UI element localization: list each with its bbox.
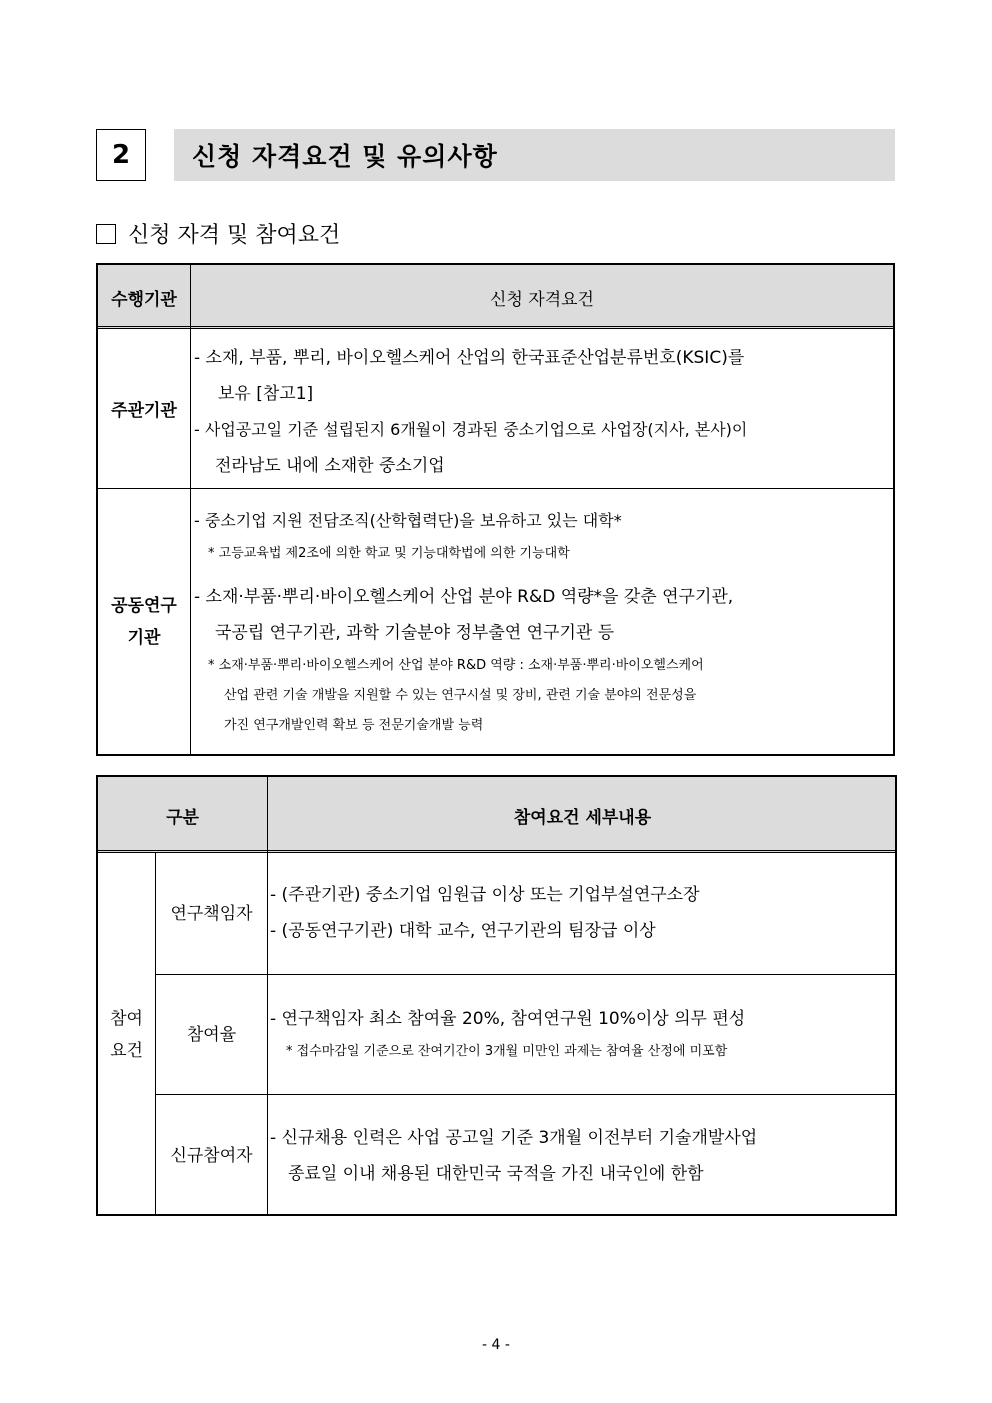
table-line: - 연구책임자 최소 참여율 20%, 참여연구원 10%이상 의무 편성 <box>270 1009 746 1029</box>
checkbox-icon <box>96 224 116 244</box>
header-requirements: 신청 자격요건 <box>490 289 594 310</box>
table-note: * 고등교육법 제2조에 의한 학교 및 기능대학법에 의한 기능대학 <box>208 546 570 561</box>
row-label-pi: 연구책임자 <box>170 903 253 924</box>
row-label-text: 공동연구 기관 <box>111 595 177 648</box>
table-line: 종료일 이내 채용된 대한민국 국적을 가진 내국인에 한함 <box>288 1164 704 1184</box>
subsection-title-text: 신청 자격 및 참여요건 <box>128 223 341 248</box>
participation-table <box>96 775 897 1216</box>
header-agency: 수행기관 <box>111 289 177 310</box>
table-line: - 사업공고일 기준 설립된지 6개월이 경과된 중소기업으로 사업장(지사, 본사)이 <box>194 420 748 439</box>
header-details: 참여요건 세부내용 <box>513 807 652 828</box>
table-line: - (주관기관) 중소기업 임원급 이상 또는 기업부설연구소장 <box>270 885 700 905</box>
eligibility-table <box>96 263 895 756</box>
table-line: - 중소기업 지원 전담조직(산학협력단)을 보유하고 있는 대학* <box>194 511 622 530</box>
group-label-text: 참여 요건 <box>110 1008 143 1061</box>
table-line: - 신규채용 인력은 사업 공고일 기준 3개월 이전부터 기술개발사업 <box>270 1128 758 1148</box>
row-label-new-hire: 신규참여자 <box>170 1145 253 1166</box>
section-number: 2 <box>96 129 146 181</box>
table-line: 보유 [참고1] <box>218 384 314 404</box>
page-number: - 4 - <box>482 1337 510 1353</box>
header-category: 구분 <box>166 807 199 828</box>
section-title: 신청 자격요건 및 유의사항 <box>174 129 895 181</box>
table-note: * 소재·부품·뿌리·바이오헬스케어 산업 분야 R&D 역량 : 소재·부품·뿌리·바이오헬스케어 <box>208 658 704 673</box>
table-line: 국공립 연구기관, 과학 기술분야 정부출연 연구기관 등 <box>215 623 615 643</box>
row-label-lead-agency: 주관기관 <box>111 401 177 421</box>
table-note: 가진 연구개발인력 확보 등 전문기술개발 능력 <box>224 718 484 733</box>
table-note: 산업 관련 기술 개발을 지원할 수 있는 연구시설 및 장비, 관련 기술 분야의 전문성을 <box>224 688 697 703</box>
table-line: - 소재, 부품, 뿌리, 바이오헬스케어 산업의 한국표준산업분류번호(KSIC)를 <box>194 348 745 368</box>
row-label-rate: 참여율 <box>186 1024 237 1045</box>
row-label-joint-agency <box>98 489 190 754</box>
subsection-title <box>96 218 340 249</box>
table-line: - 소재·부품·뿌리·바이오헬스케어 산업 분야 R&D 역량*을 갖춘 연구기관, <box>194 587 734 607</box>
group-label <box>98 853 155 1216</box>
table-line: 전라남도 내에 소재한 중소기업 <box>215 456 445 476</box>
table-note: * 접수마감일 기준으로 잔여기간이 3개월 미만인 과제는 참여율 산정에 미포함 <box>286 1044 728 1059</box>
table-line: - (공동연구기관) 대학 교수, 연구기관의 팀장급 이상 <box>270 921 656 941</box>
